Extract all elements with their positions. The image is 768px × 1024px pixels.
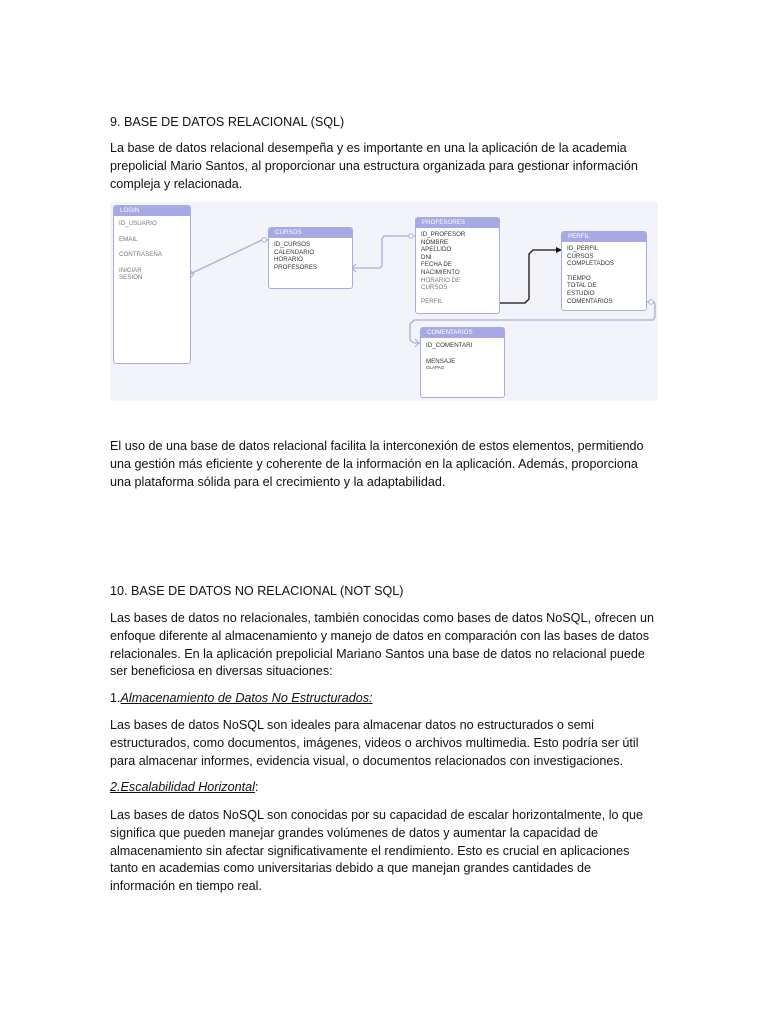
profesores-field: FECHA DE	[421, 261, 452, 269]
cursos-field: ID_CURSOS	[274, 241, 311, 248]
perfil-field: COMPLETADOS	[567, 260, 614, 268]
perfil-field: ESTUDIO	[567, 289, 595, 297]
item-2-title: 2.Escalabilidad Horizontal	[110, 780, 255, 794]
profesores-field: HORARIO DE	[421, 276, 461, 284]
login-field: EMAIL	[119, 235, 138, 243]
comentarios-table	[420, 327, 505, 398]
profesores-table-title: PROFESORES	[416, 218, 499, 228]
section-9-heading: 9. BASE DE DATOS RELACIONAL (SQL)	[110, 115, 345, 129]
item-1-number: 1.	[110, 691, 121, 705]
perfil-field: CURSOS	[567, 252, 594, 260]
item-1-title: Almacenamiento de Datos No Estructurados:	[120, 691, 373, 705]
login-field: ID_USUARIO	[119, 220, 157, 227]
section-9-closing: El uso de una base de datos relacional facilita la interconexión de estos elementos, permitiendo una gestión más eficiente y coherente de la información en la aplicación. Además, proporciona una plataforma sólida para el crecimiento y la adaptabilidad.	[110, 439, 644, 489]
comentarios-field: OLAPAO	[426, 365, 445, 371]
perfil-field: TOTAL DE	[567, 282, 597, 290]
section-9-intro: La base de datos relacional desempeña y es importante en una la aplicación de la academia prepolicial Mario Santos, al proporcionar una estructura organizada para gestionar información compleja y relacionada.	[110, 141, 638, 191]
item-2-body: Las bases de datos NoSQL son conocidas por su capacidad de escalar horizontalmente, lo que significa que pueden manejar grandes volúmenes de datos y aumentar la capacidad de almacenamiento sin afectar significativamente el rendimiento. Esto es crucial en aplicaciones tanto en academias como universitarias debido a que manejan grandes cantidades de información en tiempo real.	[110, 808, 644, 894]
comentarios-table-title: COMENTARIOS	[421, 328, 504, 338]
login-field: SESION	[119, 274, 143, 282]
comentarios-field: MENSAJE	[426, 357, 456, 365]
item-1-heading	[110, 690, 658, 708]
section-10-heading: 10. BASE DE DATOS NO RELACIONAL (NOT SQL)	[110, 584, 404, 598]
item-2-suffix: :	[254, 780, 259, 794]
profesores-field: APELLIDO	[421, 246, 452, 254]
section-10-intro: Las bases de datos no relacionales, también conocidas como bases de datos NoSQL, ofrecen un enfoque diferente al almacenamiento y manejo de datos en comparación con las bases de datos relacionales. En la aplicación prepolicial Mariano Santos una base de datos no relacional puede ser beneficiosa en diversas situaciones:	[110, 611, 654, 679]
item-2-heading	[110, 779, 658, 797]
er-diagram	[110, 202, 658, 401]
cursos-table	[268, 227, 353, 289]
profesores-table	[415, 217, 500, 314]
profesores-field: PERFIL	[421, 297, 443, 305]
perfil-table-title: PERFIL	[562, 232, 646, 242]
profesores-field: NOMBRE	[421, 238, 449, 246]
login-field: INICIAR	[119, 266, 142, 274]
cursos-field: PROFESORES	[274, 263, 317, 271]
cursos-table-title: CURSOS	[269, 228, 352, 238]
perfil-field: COMENTARIOS	[567, 297, 613, 305]
profesores-field: CURSOS	[421, 284, 448, 292]
login-table	[113, 205, 191, 364]
profesores-field: NACIMIENTO	[421, 268, 460, 276]
profesores-field: DNI	[421, 253, 432, 261]
cursos-field: CALENDARIO	[274, 248, 315, 256]
login-field: CONTRASEÑA	[119, 251, 162, 259]
cursos-field: HORARIO	[274, 256, 303, 264]
comentarios-field: ID_COMENTARI	[426, 342, 473, 349]
item-1-body: Las bases de datos NoSQL son ideales para almacenar datos no estructurados o semi estructurados, como documentos, imágenes, videos o archivos multimedia. Esto podría ser útil para almacenar informes, evidencia visual, o documentos relacionados con investigaciones.	[110, 718, 639, 768]
perfil-table	[561, 231, 647, 311]
profesores-field: ID_PROFESOR	[421, 231, 466, 238]
perfil-field: TIEMPO	[567, 274, 591, 282]
perfil-field: ID_PERFIL	[567, 245, 599, 252]
login-table-title: LOGIN	[114, 206, 190, 216]
